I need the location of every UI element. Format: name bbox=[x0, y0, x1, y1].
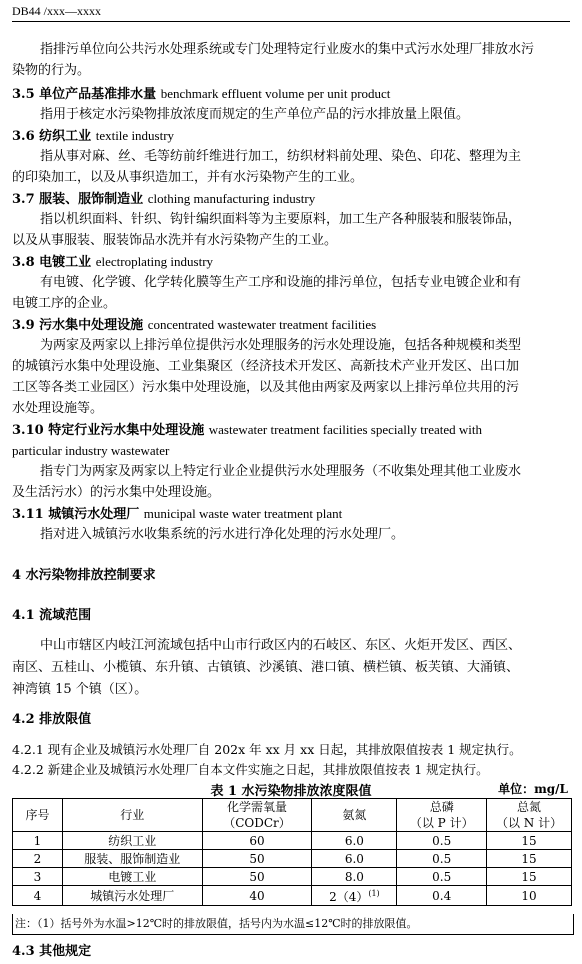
table-note: 注：（1）括号外为水温>12℃时的排放限值，括号内为水温≤12℃时的排放限值。 bbox=[12, 914, 574, 935]
term-en: concentrated wastewater treatment facilities bbox=[147, 317, 377, 332]
term-3-10-heading bbox=[12, 420, 570, 441]
cell-industry: 纺织工业 bbox=[62, 832, 202, 850]
term-3-8-text-2: 电镀工序的企业。 bbox=[12, 296, 117, 311]
section-4-1-text-2: 南区、五桂山、小榄镇、东升镇、古镇镇、沙溪镇、港口镇、横栏镇、板芙镇、大涌镇、 bbox=[12, 660, 520, 675]
cell-tp: 0.5 bbox=[397, 868, 487, 886]
section-4-2-title: 4.2 排放限值 bbox=[12, 712, 92, 727]
clause-4-2-1: 4.2.1 现有企业及城镇污水处理厂自 202x 年 xx 月 xx 日起，其排放限值按表 1 规定执行。 bbox=[12, 742, 522, 757]
section-4-title: 4 水污染物排放控制要求 bbox=[12, 568, 156, 583]
section-4-1-title: 4.1 流域范围 bbox=[12, 608, 92, 623]
term-3-9-heading bbox=[12, 315, 570, 336]
term-3-6-heading bbox=[12, 126, 570, 147]
tn-sub: （以 N 计） bbox=[495, 816, 563, 830]
term-number: 3.8 bbox=[12, 255, 35, 270]
term-3-10-text-2: 及生活污水）的污水集中处理设施。 bbox=[12, 485, 221, 500]
emission-limits-table bbox=[12, 798, 572, 906]
term-cn: 污水集中处理设施 bbox=[39, 318, 144, 333]
term-3-6-text-1: 指从事对麻、丝、毛等纺前纤维进行加工，纺织材料前处理、染色、印花、整理为主 bbox=[40, 149, 522, 164]
cell-tn: 15 bbox=[487, 832, 572, 850]
clause-4-2-2: 4.2.2 新建企业及城镇污水处理厂自本文件实施之日起，其排放限值按表 1 规定执行。 bbox=[12, 762, 489, 777]
col-header-tp bbox=[397, 799, 487, 832]
term-en: electroplating industry bbox=[95, 254, 214, 269]
term-cn: 城镇污水处理厂 bbox=[48, 507, 140, 522]
term-3-9-text-2: 的城镇污水集中处理设施、工业集聚区（经济技术开发区、高新技术产业开发区、出口加 bbox=[12, 359, 520, 374]
cell-cod: 50 bbox=[202, 868, 312, 886]
col-header-tn bbox=[487, 799, 572, 832]
term-number: 3.6 bbox=[12, 129, 35, 144]
term-number: 3.11 bbox=[12, 507, 44, 522]
cod-label: 化学需氧量 bbox=[227, 800, 288, 814]
cell-cod: 60 bbox=[202, 832, 312, 850]
tp-sub: （以 P 计） bbox=[409, 816, 474, 830]
table-row bbox=[13, 850, 572, 868]
term-3-9-text-4: 水处理设施等。 bbox=[12, 401, 104, 416]
term-en: textile industry bbox=[95, 128, 175, 143]
term-3-10-text-1: 指专门为两家及两家以上特定行业企业提供污水处理服务（不收集处理其他工业废水 bbox=[40, 464, 522, 479]
term-cn: 电镀工业 bbox=[39, 255, 92, 270]
col-header-industry: 行业 bbox=[62, 799, 202, 832]
term-3-7-heading bbox=[12, 189, 570, 210]
col-header-no: 序号 bbox=[13, 799, 63, 832]
section-4-3-title: 4.3 其他规定 bbox=[12, 944, 92, 959]
cell-industry: 服装、服饰制造业 bbox=[62, 850, 202, 868]
col-header-ammonia: 氨氮 bbox=[312, 799, 397, 832]
section-4-1-text-3: 神湾镇 15 个镇（区）。 bbox=[12, 682, 148, 697]
cell-tp: 0.5 bbox=[397, 850, 487, 868]
cell-ammonia: 6.0 bbox=[312, 832, 397, 850]
term-number: 3.9 bbox=[12, 318, 35, 333]
term-number: 3.10 bbox=[12, 423, 44, 438]
term-3-11-heading bbox=[12, 504, 570, 525]
col-header-cod bbox=[202, 799, 312, 832]
table-header-row bbox=[13, 799, 572, 832]
cell-no: 2 bbox=[13, 850, 63, 868]
term-en: benchmark effluent volume per unit product bbox=[160, 86, 391, 101]
term-number: 3.5 bbox=[12, 87, 35, 102]
term-en: clothing manufacturing industry bbox=[147, 191, 316, 206]
table-title: 表 1 水污染物排放浓度限值 bbox=[210, 784, 372, 799]
cell-tn: 15 bbox=[487, 850, 572, 868]
cell-cod: 50 bbox=[202, 850, 312, 868]
term-3-8-heading bbox=[12, 252, 570, 273]
term-cn: 纺织工业 bbox=[39, 129, 92, 144]
term-3-9-text-1: 为两家及两家以上排污单位提供污水处理服务的污水处理设施，包括各种规模和类型 bbox=[40, 338, 522, 353]
cell-tp: 0.5 bbox=[397, 832, 487, 850]
term-en: wastewater treatment facilities specially treated with bbox=[208, 422, 482, 437]
table-unit: 单位：mg/L bbox=[498, 782, 568, 796]
term-cn: 服装、服饰制造业 bbox=[39, 192, 144, 207]
cell-industry: 电镀工业 bbox=[62, 868, 202, 886]
table-row bbox=[13, 886, 572, 906]
cell-tp: 0.4 bbox=[397, 886, 487, 906]
cell-tn: 10 bbox=[487, 886, 572, 906]
term-3-9-text-3: 工区等各类工业园区）污水集中处理设施，以及其他由两家及两家以上排污单位共用的污 bbox=[12, 380, 520, 395]
table-row bbox=[13, 832, 572, 850]
cell-no: 1 bbox=[13, 832, 63, 850]
term-3-7-text-2: 以及从事服装、服装饰品水洗并有水污染物产生的工业。 bbox=[12, 233, 338, 248]
table-row bbox=[13, 868, 572, 886]
cell-cod: 40 bbox=[202, 886, 312, 906]
cell-ammonia: 8.0 bbox=[312, 868, 397, 886]
term-number: 3.7 bbox=[12, 192, 35, 207]
term-3-7-text-1: 指以机织面料、针织、钩针编织面料等为主要原料，加工生产各种服装和服装饰品， bbox=[40, 212, 522, 227]
term-3-5-text: 指用于核定水污染物排放浓度而规定的生产单位产品的污水排放量上限值。 bbox=[40, 107, 470, 122]
cell-tn: 15 bbox=[487, 868, 572, 886]
header-divider bbox=[12, 21, 570, 22]
term-cn: 特定行业污水集中处理设施 bbox=[48, 423, 205, 438]
cell-industry: 城镇污水处理厂 bbox=[62, 886, 202, 906]
section-4-1-text-1: 中山市辖区内岐江河流域包括中山市行政区内的石岐区、东区、火炬开发区、西区、 bbox=[40, 638, 522, 653]
term-3-11-text: 指对进入城镇污水收集系统的污水进行净化处理的污水处理厂。 bbox=[40, 527, 405, 542]
term-en: municipal waste water treatment plant bbox=[143, 506, 343, 521]
footnote-marker: (1) bbox=[368, 889, 380, 898]
term-cn: 单位产品基准排水量 bbox=[39, 87, 157, 102]
cod-sub: （CODCr） bbox=[223, 816, 291, 830]
intro-line-2: 染物的行为。 bbox=[12, 63, 91, 78]
cell-no: 4 bbox=[13, 886, 63, 906]
cell-ammonia bbox=[312, 886, 397, 906]
tn-label: 总氮 bbox=[517, 800, 542, 814]
cell-no: 3 bbox=[13, 868, 63, 886]
term-3-10-heading-cont: particular industry wastewater bbox=[12, 443, 170, 458]
term-3-5-heading bbox=[12, 84, 570, 105]
term-3-8-text-1: 有电镀、化学镀、化学转化膜等生产工序和设施的排污单位，包括专业电镀企业和有 bbox=[40, 275, 522, 290]
cell-ammonia: 6.0 bbox=[312, 850, 397, 868]
intro-line-1: 指排污单位向公共污水处理系统或专门处理特定行业废水的集中式污水处理厂排放水污 bbox=[40, 42, 535, 57]
document-code: DB44 /xxx—xxxx bbox=[12, 4, 102, 18]
ammonia-value: 2（4） bbox=[329, 890, 369, 904]
term-3-6-text-2: 的印染加工，以及从事织造加工，并有水污染物产生的工业。 bbox=[12, 170, 364, 185]
tp-label: 总磷 bbox=[429, 800, 454, 814]
